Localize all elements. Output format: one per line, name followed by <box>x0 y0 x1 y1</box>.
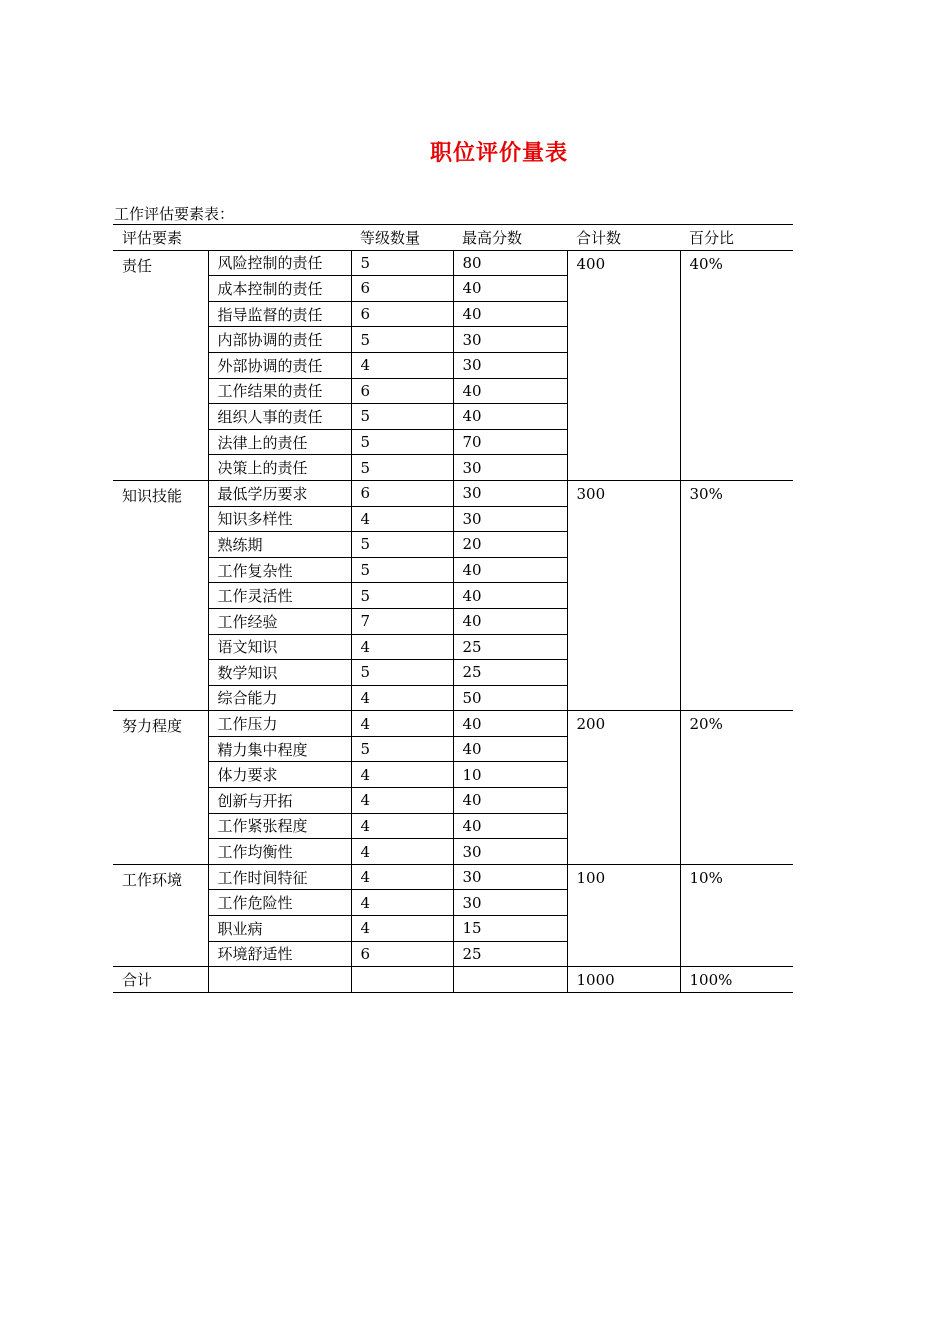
max-score-cell: 50 <box>453 685 567 711</box>
max-score-cell: 40 <box>453 301 567 327</box>
table-row <box>113 250 793 276</box>
max-score-cell: 25 <box>453 660 567 686</box>
factor-name-cell: 工作均衡性 <box>208 839 351 865</box>
group-total-cell: 300 <box>567 480 680 710</box>
header-total: 合计数 <box>567 225 680 251</box>
category-cell: 努力程度 <box>113 711 208 865</box>
max-score-cell: 40 <box>453 378 567 404</box>
max-score-cell: 70 <box>453 429 567 455</box>
table-header-row <box>113 225 793 251</box>
factor-name-cell: 最低学历要求 <box>208 480 351 506</box>
grade-count-cell: 4 <box>351 864 453 890</box>
factor-name-cell: 环境舒适性 <box>208 941 351 967</box>
grade-count-cell: 7 <box>351 608 453 634</box>
max-score-cell: 40 <box>453 711 567 737</box>
grade-count-cell: 6 <box>351 301 453 327</box>
group-total-cell: 400 <box>567 250 680 480</box>
max-score-cell: 30 <box>453 890 567 916</box>
max-score-cell: 30 <box>453 455 567 481</box>
group-total-cell: 100 <box>567 864 680 966</box>
grade-count-cell: 5 <box>351 736 453 762</box>
factor-name-cell: 组织人事的责任 <box>208 404 351 430</box>
grade-count-cell: 5 <box>351 404 453 430</box>
factor-name-cell: 指导监督的责任 <box>208 301 351 327</box>
evaluation-table-body <box>113 225 793 993</box>
grade-count-cell: 4 <box>351 762 453 788</box>
max-score-cell: 40 <box>453 557 567 583</box>
grade-count-cell: 5 <box>351 583 453 609</box>
factor-name-cell: 熟练期 <box>208 532 351 558</box>
factor-name-cell: 工作结果的责任 <box>208 378 351 404</box>
factor-name-cell: 体力要求 <box>208 762 351 788</box>
max-score-cell: 30 <box>453 480 567 506</box>
max-score-cell: 40 <box>453 788 567 814</box>
grade-count-cell: 5 <box>351 327 453 353</box>
group-total-cell: 200 <box>567 711 680 865</box>
factor-name-cell: 工作经验 <box>208 608 351 634</box>
factor-name-cell: 职业病 <box>208 916 351 942</box>
grade-count-cell: 6 <box>351 378 453 404</box>
factor-name-cell: 外部协调的责任 <box>208 352 351 378</box>
summary-empty-cell <box>208 967 351 993</box>
summary-row <box>113 967 793 993</box>
grade-count-cell: 6 <box>351 276 453 302</box>
max-score-cell: 40 <box>453 608 567 634</box>
factor-name-cell: 工作灵活性 <box>208 583 351 609</box>
max-score-cell: 20 <box>453 532 567 558</box>
max-score-cell: 80 <box>453 250 567 276</box>
summary-total-cell: 1000 <box>567 967 680 993</box>
grade-count-cell: 6 <box>351 941 453 967</box>
table-caption: 工作评估要素表： <box>114 205 235 223</box>
max-score-cell: 10 <box>453 762 567 788</box>
factor-name-cell: 知识多样性 <box>208 506 351 532</box>
max-score-cell: 30 <box>453 352 567 378</box>
grade-count-cell: 6 <box>351 480 453 506</box>
max-score-cell: 30 <box>453 506 567 532</box>
header-percent: 百分比 <box>680 225 793 251</box>
category-cell: 知识技能 <box>113 480 208 710</box>
grade-count-cell: 5 <box>351 557 453 583</box>
max-score-cell: 30 <box>453 327 567 353</box>
header-factor: 评估要素 <box>113 225 351 251</box>
group-percent-cell: 10% <box>680 864 793 966</box>
table-row <box>113 480 793 506</box>
factor-name-cell: 工作危险性 <box>208 890 351 916</box>
grade-count-cell: 5 <box>351 429 453 455</box>
table-row <box>113 711 793 737</box>
grade-count-cell: 4 <box>351 711 453 737</box>
grade-count-cell: 4 <box>351 916 453 942</box>
group-percent-cell: 20% <box>680 711 793 865</box>
summary-empty-cell <box>453 967 567 993</box>
factor-name-cell: 语文知识 <box>208 634 351 660</box>
grade-count-cell: 4 <box>351 890 453 916</box>
factor-name-cell: 数学知识 <box>208 660 351 686</box>
summary-percent-cell: 100% <box>680 967 793 993</box>
grade-count-cell: 5 <box>351 532 453 558</box>
max-score-cell: 40 <box>453 276 567 302</box>
table-row <box>113 864 793 890</box>
grade-count-cell: 5 <box>351 455 453 481</box>
max-score-cell: 25 <box>453 634 567 660</box>
group-percent-cell: 40% <box>680 250 793 480</box>
max-score-cell: 25 <box>453 941 567 967</box>
factor-name-cell: 工作压力 <box>208 711 351 737</box>
grade-count-cell: 4 <box>351 813 453 839</box>
max-score-cell: 40 <box>453 813 567 839</box>
page-title: 职位评价量表 <box>429 141 568 166</box>
factor-name-cell: 成本控制的责任 <box>208 276 351 302</box>
max-score-cell: 15 <box>453 916 567 942</box>
grade-count-cell: 5 <box>351 250 453 276</box>
factor-name-cell: 创新与开拓 <box>208 788 351 814</box>
max-score-cell: 40 <box>453 583 567 609</box>
header-max-score: 最高分数 <box>453 225 567 251</box>
max-score-cell: 30 <box>453 864 567 890</box>
grade-count-cell: 4 <box>351 839 453 865</box>
factor-name-cell: 决策上的责任 <box>208 455 351 481</box>
category-cell: 工作环境 <box>113 864 208 966</box>
grade-count-cell: 4 <box>351 506 453 532</box>
summary-empty-cell <box>351 967 453 993</box>
group-percent-cell: 30% <box>680 480 793 710</box>
factor-name-cell: 综合能力 <box>208 685 351 711</box>
factor-name-cell: 精力集中程度 <box>208 736 351 762</box>
factor-name-cell: 内部协调的责任 <box>208 327 351 353</box>
header-grades: 等级数量 <box>351 225 453 251</box>
factor-name-cell: 工作时间特征 <box>208 864 351 890</box>
factor-name-cell: 风险控制的责任 <box>208 250 351 276</box>
max-score-cell: 30 <box>453 839 567 865</box>
summary-label-cell: 合计 <box>113 967 208 993</box>
factor-name-cell: 法律上的责任 <box>208 429 351 455</box>
factor-name-cell: 工作复杂性 <box>208 557 351 583</box>
max-score-cell: 40 <box>453 736 567 762</box>
grade-count-cell: 5 <box>351 660 453 686</box>
category-cell: 责任 <box>113 250 208 480</box>
max-score-cell: 40 <box>453 404 567 430</box>
grade-count-cell: 4 <box>351 634 453 660</box>
factor-name-cell: 工作紧张程度 <box>208 813 351 839</box>
grade-count-cell: 4 <box>351 685 453 711</box>
grade-count-cell: 4 <box>351 788 453 814</box>
grade-count-cell: 4 <box>351 352 453 378</box>
evaluation-table <box>113 224 793 993</box>
